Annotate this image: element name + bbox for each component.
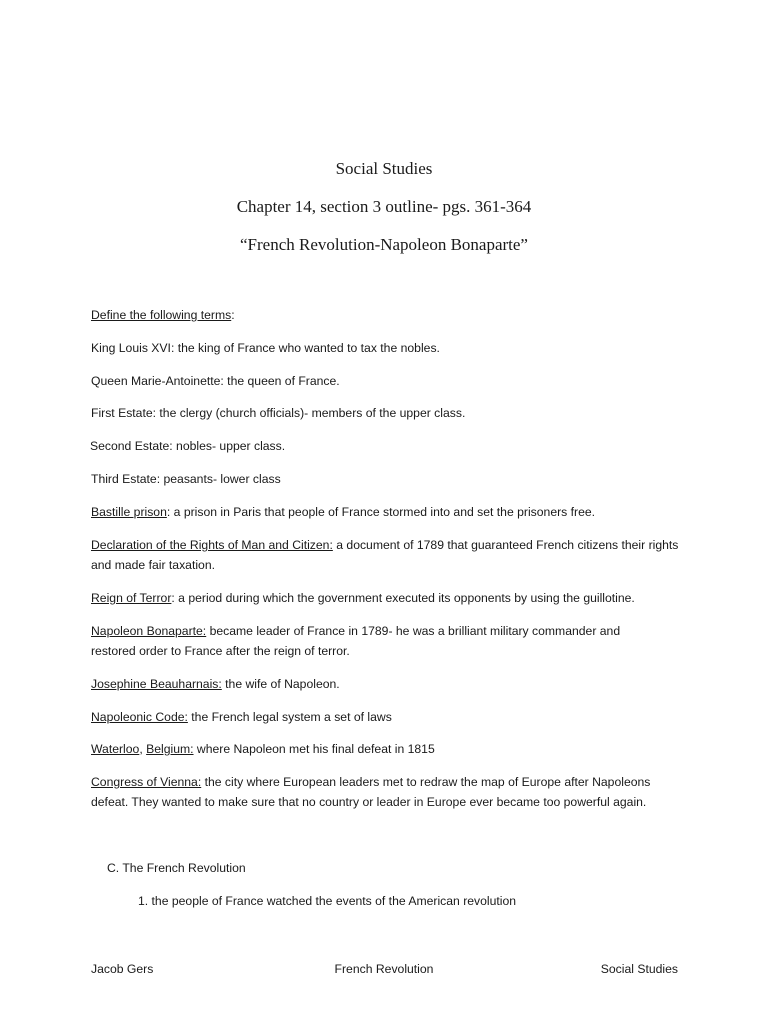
term-definition: the queen of France. (223, 374, 340, 388)
instructions-line (91, 305, 691, 325)
term-definition: the clergy (church officials)- members of the upper class. (156, 406, 466, 420)
subject-heading: Social Studies (335, 159, 433, 178)
term-definition: the city where European leaders met to redraw the map of Europe after Napoleons defeat. They wanted to make sure that no country or leader in Europe ever became too powerful again. (91, 775, 651, 809)
term-separator: , (139, 742, 147, 756)
term-label: Waterloo (91, 742, 140, 756)
outline-item-1: 1. the people of France watched the events of the American revolution (138, 894, 517, 908)
term-label: Second Estate: (90, 439, 173, 453)
chapter-heading: Chapter 14, section 3 outline- pgs. 361-364 (236, 197, 532, 216)
instructions-label: Define the following terms (91, 308, 232, 322)
term-congress-of-vienna (91, 772, 691, 812)
term-label: Third Estate: (91, 472, 161, 486)
term-marie-antoinette (91, 371, 691, 391)
term-first-estate (91, 403, 691, 423)
term-reign-of-terror (91, 588, 691, 608)
term-label: Bastille prison (91, 505, 167, 519)
term-label: Congress of Vienna: (91, 775, 202, 789)
term-definition: the king of France who wanted to tax the nobles. (174, 341, 440, 355)
instructions-colon: : (231, 308, 235, 322)
footer-title: French Revolution (334, 962, 434, 976)
term-label: King Louis XVI: (91, 341, 175, 355)
term-third-estate (91, 469, 691, 489)
term-definition: the wife of Napoleon. (221, 677, 340, 691)
footer-author: Jacob Gers (91, 962, 154, 976)
topic-heading: “French Revolution-Napoleon Bonaparte” (240, 235, 528, 254)
term-label: Napoleonic Code: (91, 710, 188, 724)
term-definition: became leader of France in 1789- he was a brilliant military commander and restored order to France after the reign of terror. (91, 624, 621, 658)
term-label: Declaration of the Rights of Man and Citizen: (91, 538, 333, 552)
term-waterloo (91, 739, 691, 759)
term-napoleonic-code (91, 707, 691, 727)
term-josephine (91, 674, 691, 694)
term-bastille (91, 502, 691, 522)
footer-subject: Social Studies (600, 962, 678, 976)
term-label: Napoleon Bonaparte: (91, 624, 207, 638)
term-label: Queen Marie-Antoinette: (91, 374, 224, 388)
term-definition: a document of 1789 that guaranteed French citizens their rights and made fair taxation. (91, 538, 679, 572)
term-definition: a prison in Paris that people of France stormed into and set the prisoners free. (170, 505, 596, 519)
term-definition: the French legal system a set of laws (187, 710, 392, 724)
term-definition: peasants- lower class (160, 472, 281, 486)
term-label: Josephine Beauharnais: (91, 677, 222, 691)
term-second-estate (90, 436, 690, 456)
term-label: Reign of Terror (91, 591, 172, 605)
outline-section-c: C. The French Revolution (107, 861, 246, 875)
term-king-louis (91, 338, 691, 358)
term-colon: : (171, 591, 175, 605)
term-label-2: Belgium: (146, 742, 194, 756)
term-definition: where Napoleon met his final defeat in 1815 (193, 742, 435, 756)
term-label: First Estate: (91, 406, 157, 420)
term-definition: nobles- upper class. (172, 439, 286, 453)
term-declaration (91, 535, 681, 575)
term-definition: a period during which the government executed its opponents by using the guillotine. (174, 591, 635, 605)
term-colon: : (166, 505, 171, 519)
term-napoleon (91, 621, 651, 661)
